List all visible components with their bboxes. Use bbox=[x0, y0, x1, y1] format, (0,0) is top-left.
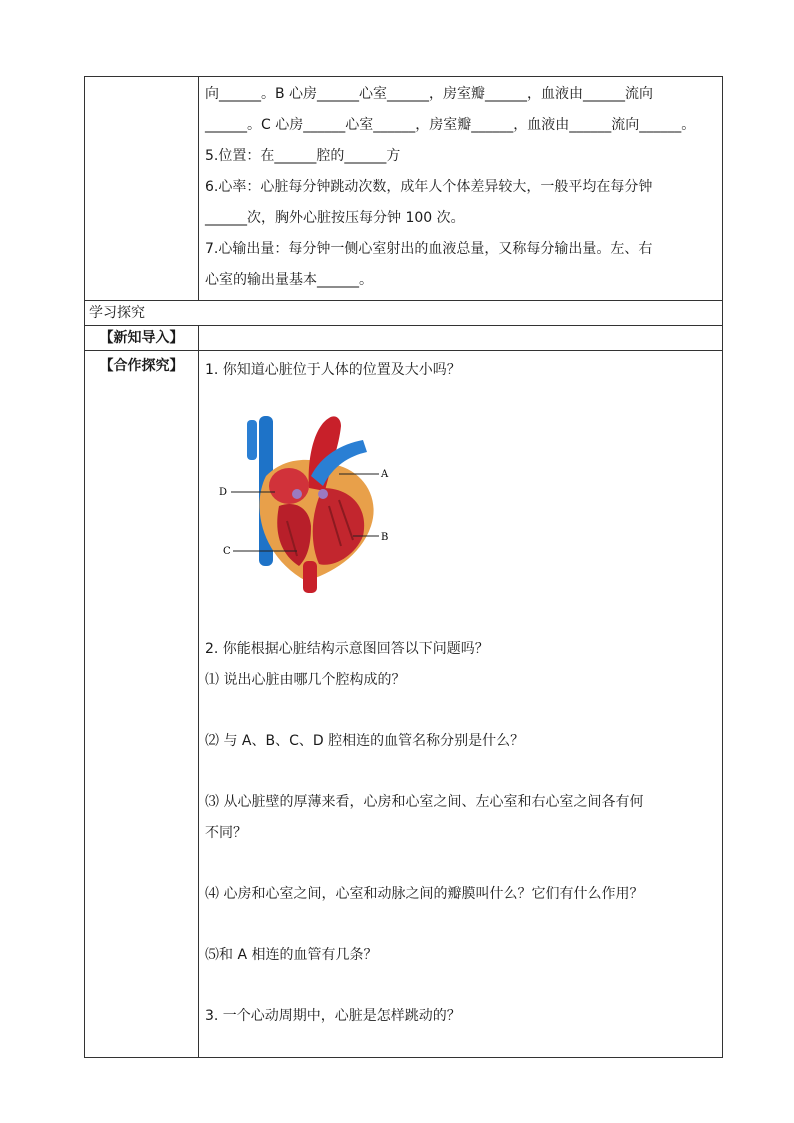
question-3: 3. 一个心动周期中，心脏是怎样跳动的？ bbox=[205, 1008, 461, 1024]
fact-line-output-cont: 心室的输出量基本______。 bbox=[205, 272, 373, 288]
question-2-4: ⑷ 心房和心室之间，心室和动脉之间的瓣膜叫什么？它们有什么作用？ bbox=[205, 886, 644, 902]
section-title-cell bbox=[85, 301, 723, 326]
content-row bbox=[85, 77, 723, 301]
heart-diagram bbox=[211, 396, 411, 596]
fact-line-2: ______。C 心房______心室______，房室瓣______，血液由______流向______。 bbox=[205, 117, 696, 133]
question-2-1: ⑴ 说出心脏由哪几个腔构成的？ bbox=[205, 672, 406, 688]
cooperative-row bbox=[85, 351, 723, 1058]
valve-shape bbox=[318, 489, 328, 499]
question-2-3-cont: 不同？ bbox=[205, 825, 247, 841]
fact-line-position: 5.位置：在______腔的______方 bbox=[205, 148, 401, 164]
right-atrium-shape bbox=[269, 468, 309, 504]
question-1: 1. 你知道心脏位于人体的位置及大小吗？ bbox=[205, 362, 461, 378]
upper-vein-shape bbox=[247, 420, 257, 460]
cooperative-label-cell bbox=[85, 351, 199, 1058]
descending-aorta-shape bbox=[303, 561, 317, 593]
new-knowledge-content-cell bbox=[199, 326, 723, 351]
fact-line-heart-rate: 6.心率：心脏每分钟跳动次数，成年人个体差异较大，一般平均在每分钟 bbox=[205, 179, 653, 195]
fact-line-1: 向______。B 心房______心室______，房室瓣______，血液由______流向 bbox=[205, 86, 654, 102]
new-knowledge-label-cell bbox=[85, 326, 199, 351]
left-empty-cell bbox=[85, 77, 199, 301]
worksheet-table bbox=[84, 76, 723, 1058]
cooperative-content-cell bbox=[199, 351, 723, 1058]
question-2-2: ⑵ 与 A、B、C、D 腔相连的血管名称分别是什么？ bbox=[205, 733, 525, 749]
question-2-5: ⑸和 A 相连的血管有几条？ bbox=[205, 947, 378, 963]
cooperative-label: 【合作探究】 bbox=[99, 358, 184, 374]
new-knowledge-label: 【新知导入】 bbox=[99, 330, 184, 346]
question-2: 2. 你能根据心脏结构示意图回答以下问题吗？ bbox=[205, 641, 489, 657]
heart-illustration bbox=[211, 396, 411, 596]
label-a: A bbox=[381, 469, 389, 480]
label-d: D bbox=[219, 487, 228, 498]
question-2-3: ⑶ 从心脏壁的厚薄来看，心房和心室之间、左心室和右心室之间各有何 bbox=[205, 794, 644, 810]
fact-line-heart-rate-cont: ______次，胸外心脏按压每分钟 100 次。 bbox=[205, 210, 465, 226]
new-knowledge-row bbox=[85, 326, 723, 351]
label-b: B bbox=[381, 532, 389, 543]
fact-line-output: 7.心输出量：每分钟一侧心室射出的血液总量，又称每分输出量。左、右 bbox=[205, 241, 653, 257]
section-title-row bbox=[85, 301, 723, 326]
section-title: 学习探究 bbox=[89, 305, 145, 321]
valve-shape bbox=[292, 489, 302, 499]
label-c: C bbox=[223, 546, 231, 557]
heart-facts-cell bbox=[199, 77, 723, 301]
